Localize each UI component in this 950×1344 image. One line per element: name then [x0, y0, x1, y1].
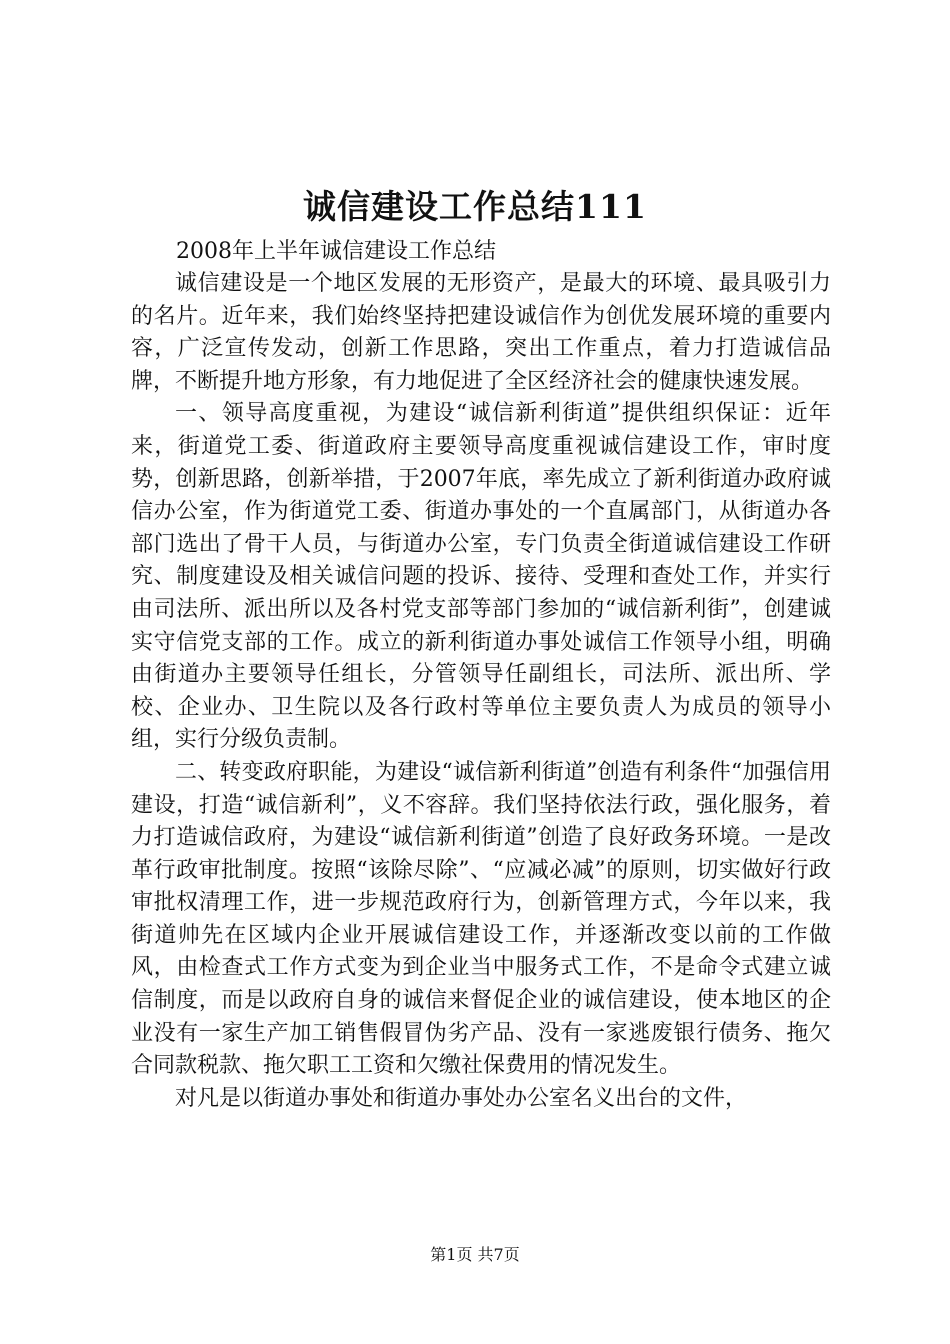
- document-title: 诚信建设工作总结111: [303, 187, 647, 226]
- paragraph-continuation: 对凡是以街道办事处和街道办事处办公室名义出台的文件，: [175, 1085, 748, 1111]
- paragraph-intro: 诚信建设是一个地区发展的无形资产，是最大的环境、最具吸引力的名片。近年来，我们始终坚持把建设诚信作为创优发展环境的重要内容，广泛宣传发动，创新工作思路，突出工作重点，着力打造诚信品牌，不断提升地方形象，有力地促进了全区经济社会的健康快速发展。: [131, 271, 831, 394]
- document-body: [131, 268, 831, 1115]
- page-footer: 第1页 共7页: [430, 1245, 520, 1264]
- paragraph-section-two: 二、转变政府职能，为建设“诚信新利街道”创造有利条件“加强信用建设，打造“诚信新利”，义不容辞。我们坚持依法行政，强化服务，着力打造诚信政府，为建设“诚信新利街道”创造了良好政务环境。一是改革行政审批制度。按照“该除尽除”、“应减必减”的原则，切实做好行政审批权清理工作，进一步规范政府行为，创新管理方式，今年以来，我街道帅先在区域内企业开展诚信建设工作，并逐渐改变以前的工作做风，由检查式工作方式变为到企业当中服务式工作，不是命令式建立诚信制度，而是以政府自身的诚信来督促企业的诚信建设，使本地区的企业没有一家生产加工销售假冒伪劣产品、没有一家逃废银行债务、拖欠合同款税款、拖欠职工工资和欠缴社保费用的情况发生。: [131, 759, 831, 1079]
- document-subtitle: 2008年上半年诚信建设工作总结: [176, 239, 496, 264]
- paragraph-section-one: 一、领导高度重视，为建设“诚信新利街道”提供组织保证：近年来，街道党工委、街道政府主要领导高度重视诚信建设工作，审时度势，创新思路，创新举措，于2007年底，率先成立了新利街道办政府诚信办公室，作为街道党工委、街道办事处的一个直属部门，从街道办各部门选出了骨干人员，与街道办公室，专门负责全街道诚信建设工作研究、制度建设及相关诚信问题的投诉、接待、受理和查处工作，并实行由司法所、派出所以及各村党支部等部门参加的“诚信新利街”，创建诚实守信党支部的工作。成立的新利街道办事处诚信工作领导小组，明确由街道办主要领导任组长，分管领导任副组长，司法所、派出所、学校、企业办、卫生院以及各行政村等单位主要负责人为成员的领导小组，实行分级负责制。: [131, 401, 831, 753]
